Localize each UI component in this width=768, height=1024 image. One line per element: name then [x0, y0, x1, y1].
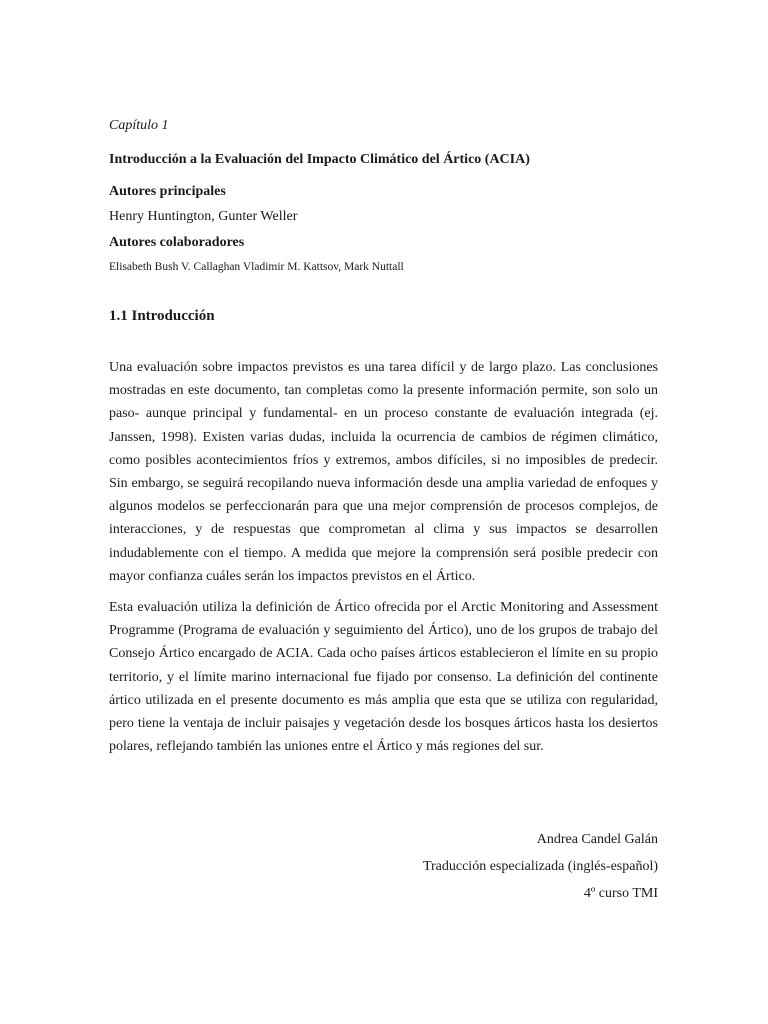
body-paragraph-2: Esta evaluación utiliza la definición de Ártico ofrecida por el Arctic Monitoring and Assessment Programme (Programa de evaluación y seguimiento del Ártico), uno de los grupos de trabajo del Consejo Ártico encargado de ACIA. Cada ocho países árticos establecieron el límite en su propio territorio, y el límite marino internacional fue fijado por consenso. La definición del continente ártico utilizada en el presente documento es más amplia que esta que se utiliza con regularidad, pero tiene la ventaja de incluir paisajes y vegetación desde los bosques árticos hasta los desiertos polares, reflejando también las uniones entre el Ártico y más regiones del sur. — [109, 600, 658, 755]
signature-name: Andrea Candel Galán — [536, 832, 658, 847]
contributing-authors-heading: Autores colaboradores — [109, 235, 245, 250]
lead-authors-heading: Autores principales — [109, 184, 226, 199]
document-title: Introducción a la Evaluación del Impacto Climático del Ártico (ACIA) — [109, 152, 530, 167]
body-paragraph-1: Una evaluación sobre impactos previstos es una tarea difícil y de largo plazo. Las conclusiones mostradas en este documento, tan completas como la presente información permite, son solo un paso- aunque principal y fundamental- en un proceso constante de evaluación integrada (ej. Janssen, 1998). Existen varias dudas, incluida la ocurrencia de cambios de régimen climático, como posibles acontecimientos fríos y extremos, ambos difíciles, si no imposibles de predecir. Sin embargo, se seguirá recopilando nueva información desde una amplia variedad de enfoques y algunos modelos se perfeccionarán para que una mejor comprensión de procesos complejos, de interacciones, y de respuestas que comprometan al clima y sus impactos se desarrollen indudablemente con el tiempo. A medida que mejore la comprensión será posible predecir con mayor confianza cuáles serán los impactos previstos en el Ártico. — [109, 360, 658, 584]
lead-authors-names: Henry Huntington, Gunter Weller — [109, 209, 298, 224]
section-heading: 1.1 Introducción — [109, 308, 215, 324]
signature-course-title: Traducción especializada (inglés-español) — [422, 859, 658, 874]
signature-year: 4º curso TMI — [583, 886, 658, 901]
signature-block — [423, 826, 658, 907]
contributing-authors-names: Elisabeth Bush V. Callaghan Vladimir M. Kattsov, Mark Nuttall — [109, 261, 404, 273]
chapter-label: Capítulo 1 — [109, 118, 169, 133]
